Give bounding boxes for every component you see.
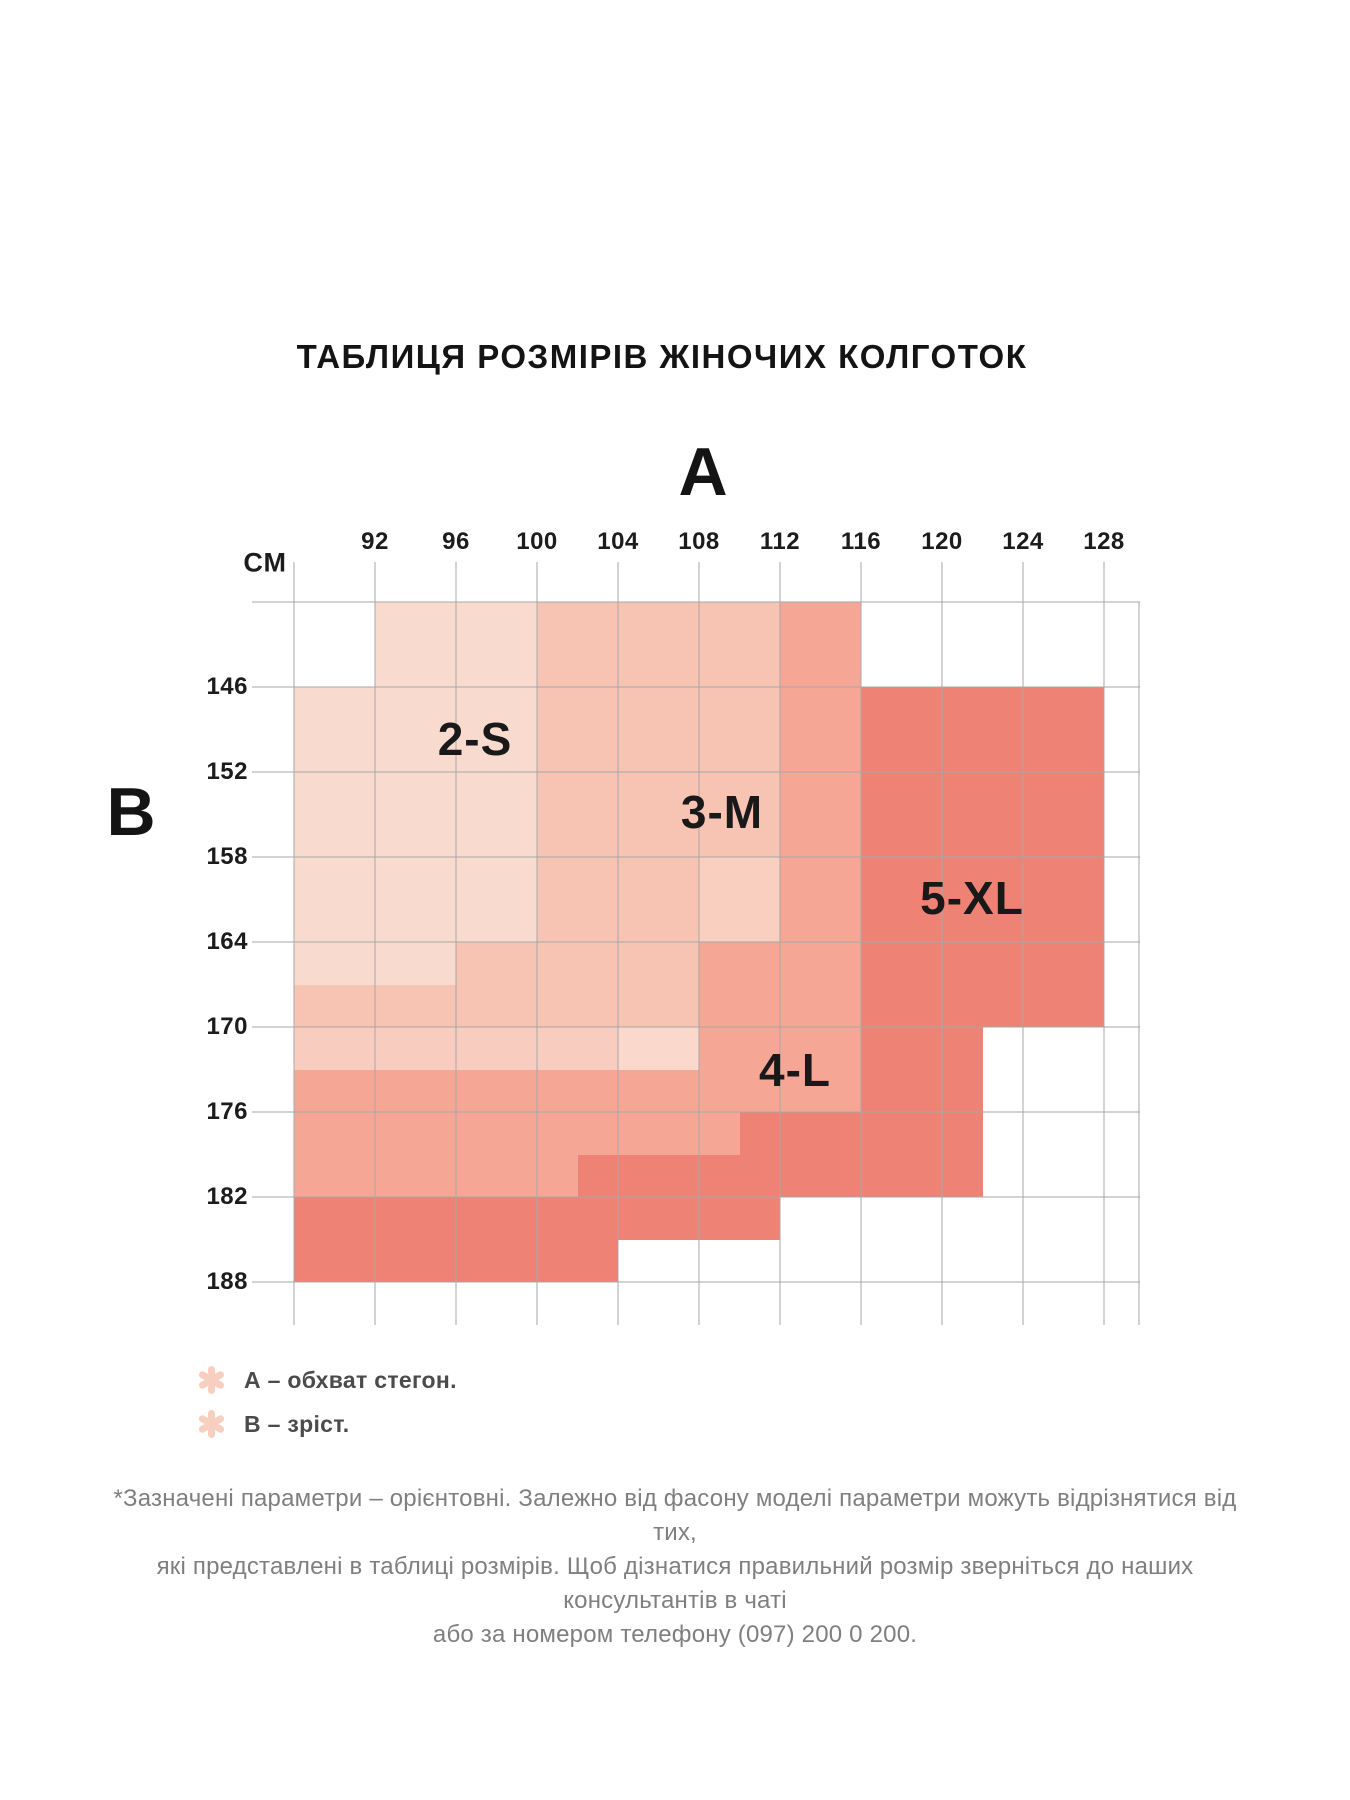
size-region-5-XL	[861, 1027, 983, 1112]
y-tick-label: 182	[206, 1183, 248, 1210]
gridline-vertical	[860, 562, 862, 1325]
y-tick-label: 188	[206, 1268, 248, 1295]
gridline-horizontal	[252, 856, 1140, 858]
legend-item-a	[196, 1358, 457, 1402]
y-tick-label: 164	[206, 928, 248, 955]
x-tick-label: 96	[442, 528, 470, 555]
page-title: ТАБЛИЦЯ РОЗМІРІВ ЖІНОЧИХ КОЛГОТОК	[296, 338, 1028, 375]
legend	[196, 1358, 457, 1446]
axis-b-label: В	[106, 774, 156, 850]
x-tick-label: 108	[678, 528, 720, 555]
y-tick-label: 176	[206, 1098, 248, 1125]
gridline-horizontal	[252, 771, 1140, 773]
x-tick-label: 116	[840, 528, 882, 555]
gridline-vertical	[617, 562, 619, 1325]
gridline-horizontal	[252, 686, 1140, 688]
y-tick-label: 152	[206, 758, 248, 785]
gridline-horizontal	[252, 1111, 1140, 1113]
cm-unit-label: СМ	[243, 547, 287, 578]
footnote	[105, 1482, 1245, 1652]
size-region-overlap-patch-b	[618, 1027, 699, 1070]
x-tick-label: 92	[361, 528, 389, 555]
x-tick-label: 128	[1083, 528, 1125, 555]
y-tick-label: 158	[206, 843, 248, 870]
gridline-vertical	[536, 562, 538, 1325]
x-tick-label: 104	[597, 528, 639, 555]
size-region-overlap-patch-a	[699, 857, 780, 942]
x-tick-label: 112	[759, 528, 801, 555]
gridline-horizontal	[252, 601, 1140, 603]
legend-item-b	[196, 1402, 457, 1446]
legend-item-label: А – обхват стегон.	[244, 1366, 457, 1393]
x-tick-label: 120	[921, 528, 963, 555]
asterisk-icon	[196, 1365, 226, 1395]
gridline-vertical	[779, 562, 781, 1325]
gridline-vertical	[1103, 562, 1105, 1325]
size-label-5-XL: 5-XL	[920, 872, 1024, 924]
gridline-vertical	[698, 562, 700, 1325]
axis-a-label: А	[678, 434, 728, 510]
gridline-vertical	[1022, 562, 1024, 1325]
size-label-4-L: 4-L	[759, 1044, 831, 1096]
footnote-line: *Зазначені параметри – орієнтовні. Залежно від фасону моделі параметри можуть відрізнятися від тих,	[113, 1485, 1237, 1546]
size-label-3-M: 3-M	[680, 786, 764, 838]
size-region-4-L	[294, 1155, 578, 1198]
gridline-vertical	[374, 562, 376, 1325]
x-tick-label: 124	[1002, 528, 1044, 555]
gridline-vertical	[941, 562, 943, 1325]
size-label-2-S: 2-S	[437, 713, 513, 765]
gridline-horizontal	[252, 1026, 1140, 1028]
gridline-vertical	[1138, 602, 1140, 1325]
footnote-line: або за номером телефону (097) 200 0 200.	[432, 1621, 918, 1648]
gridline-horizontal	[252, 1281, 1140, 1283]
footnote-line: які представлені в таблиці розмірів. Щоб дізнатися правильний розмір зверніться до наших консультантів в чаті	[156, 1553, 1194, 1614]
gridline-horizontal	[252, 1196, 1140, 1198]
x-tick-label: 100	[516, 528, 558, 555]
gridline-vertical	[455, 562, 457, 1325]
y-tick-label: 146	[206, 673, 248, 700]
asterisk-icon	[196, 1409, 226, 1439]
size-region-3-M	[456, 942, 699, 1027]
gridline-horizontal	[252, 941, 1140, 943]
y-tick-label: 170	[206, 1013, 248, 1040]
gridline-vertical	[293, 562, 295, 1325]
legend-item-label: В – зріст.	[244, 1410, 350, 1437]
size-region-4-L	[294, 1112, 740, 1155]
